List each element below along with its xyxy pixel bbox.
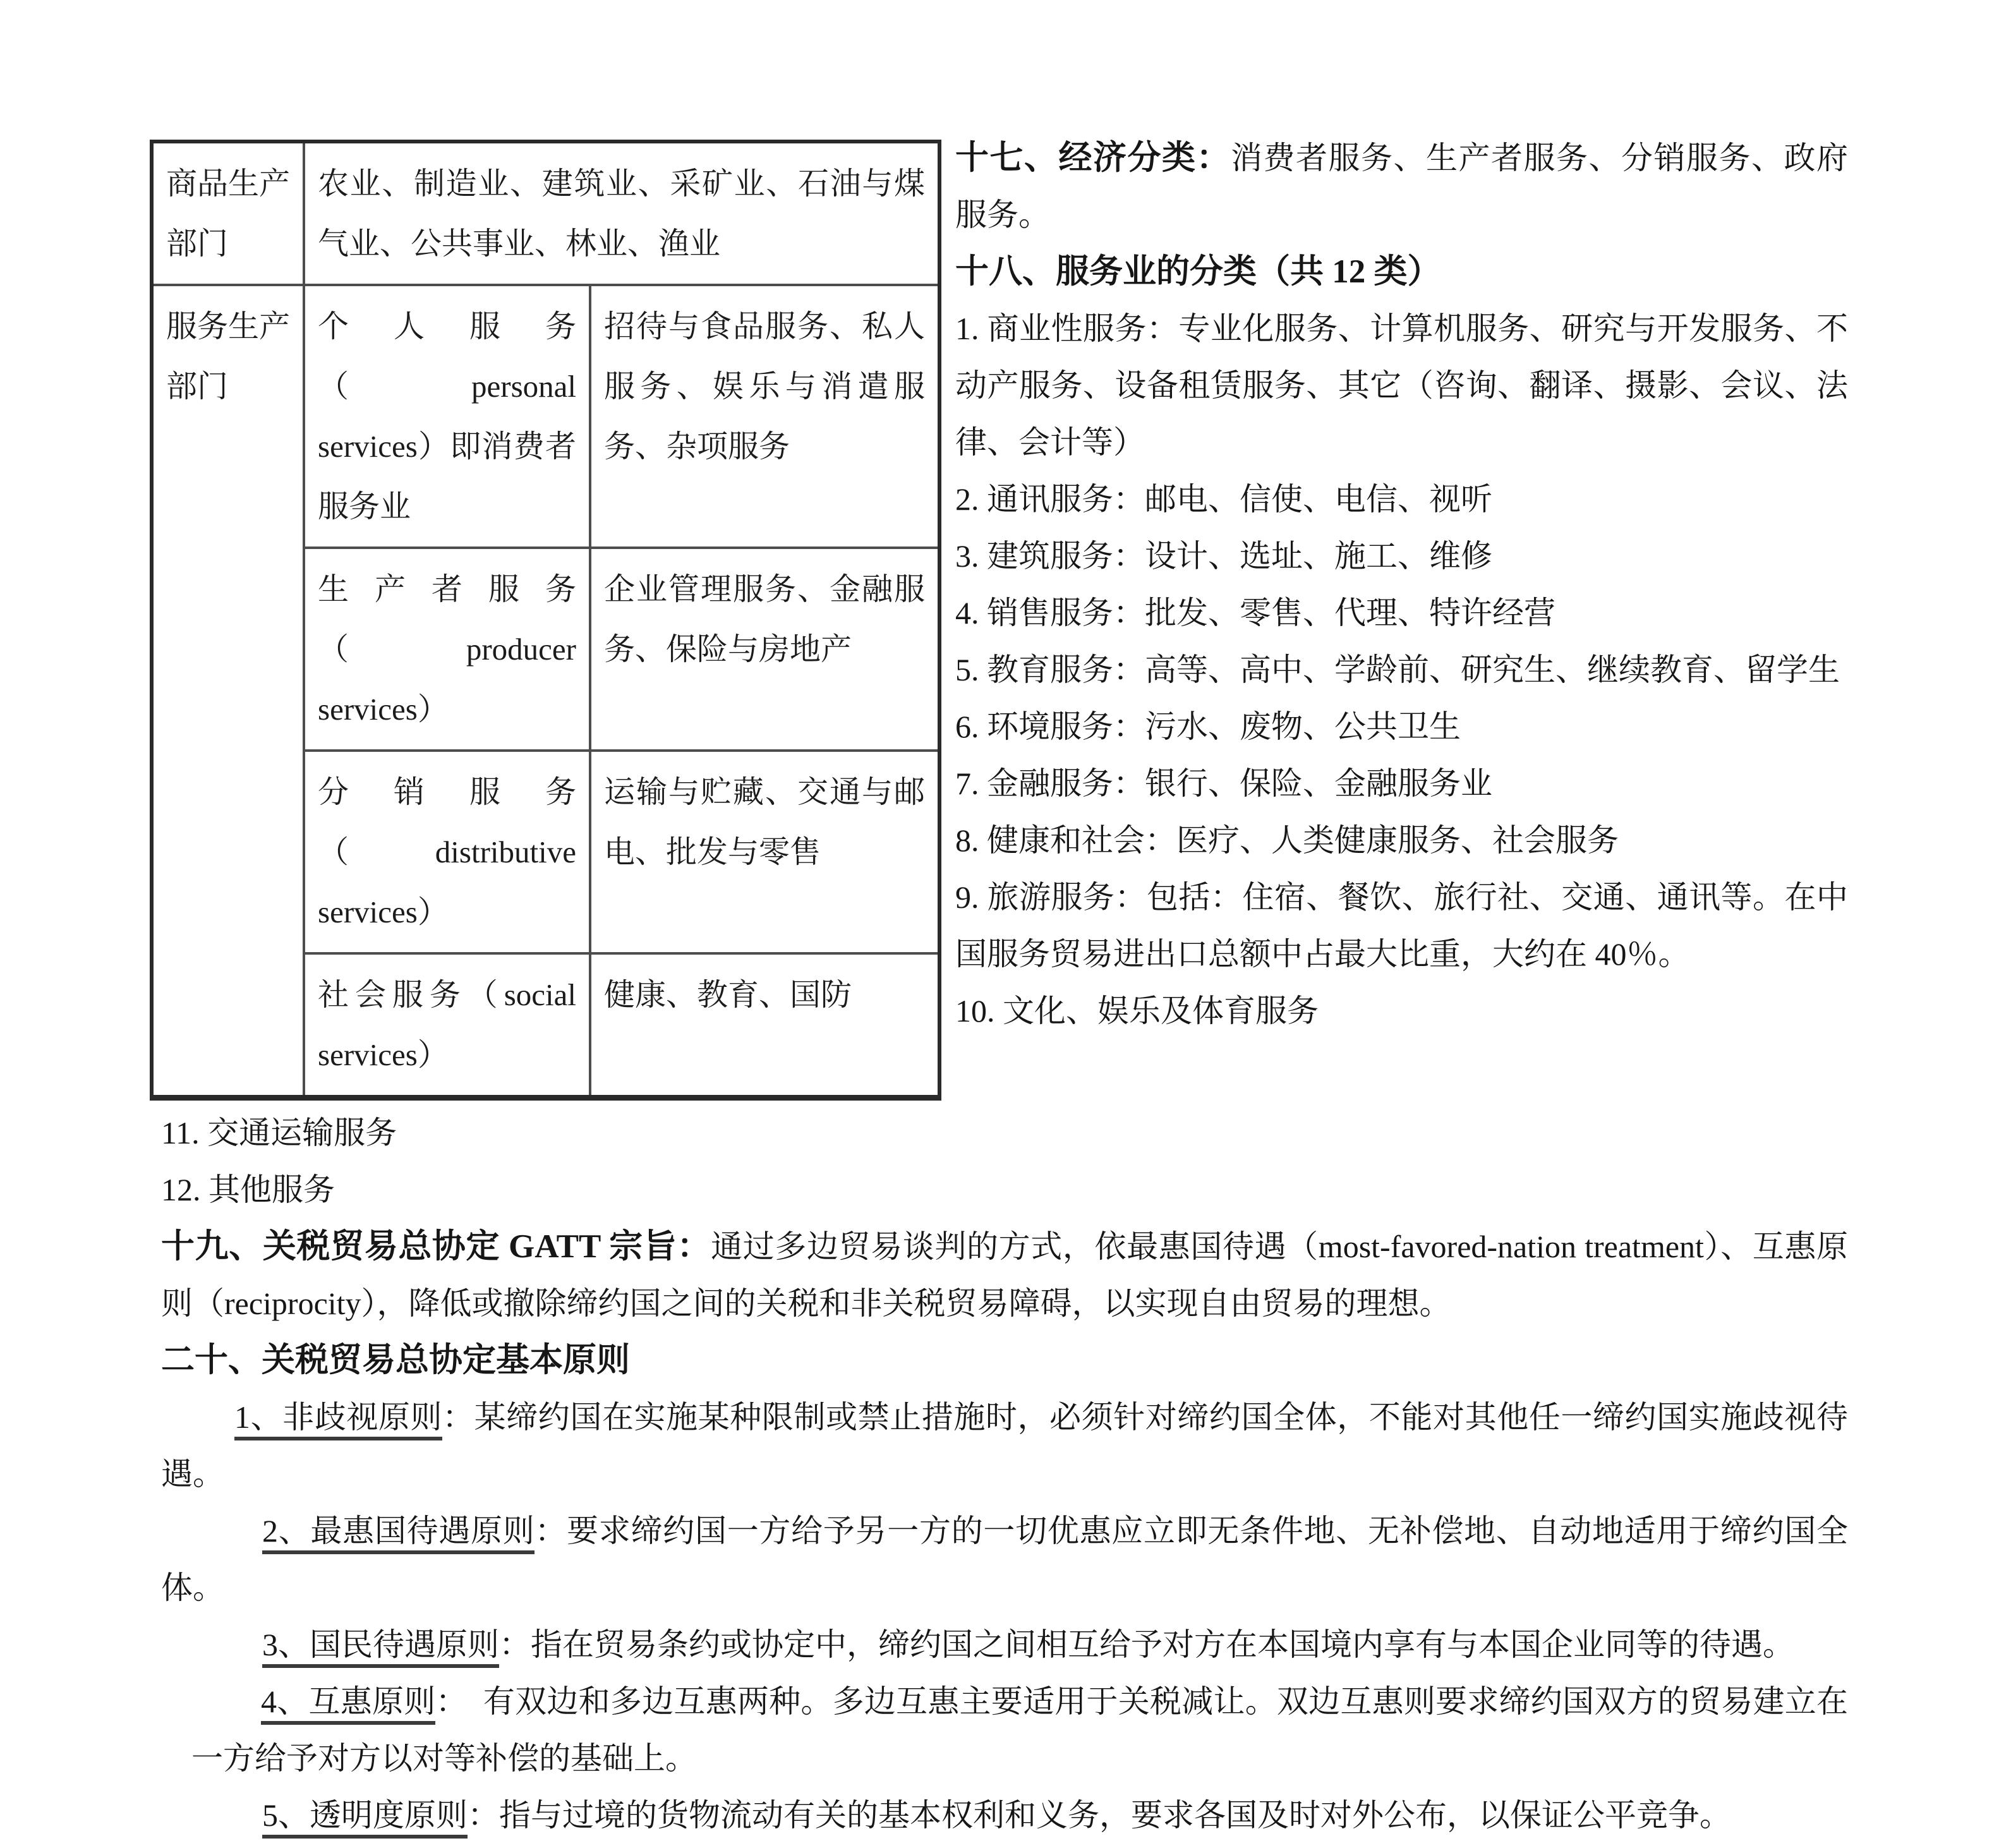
principle-2-text: ：要求缔约国一方给予另一方的一切优惠应立即无条件地、无补偿地、自动地适用于缔约国全体。	[161, 1513, 1849, 1605]
service-item-12: 12. 其他服务	[161, 1172, 335, 1207]
principle-5	[161, 1787, 1848, 1844]
goods-sector-cell: 商品生产部门	[152, 142, 304, 285]
principle-2	[161, 1502, 1848, 1616]
section19-paragraph	[161, 1218, 1848, 1332]
service-item-7: 7. 金融服务：银行、保险、金融服务业	[955, 766, 1492, 801]
section17-paragraph	[955, 130, 1848, 243]
services-sector-cell: 服务生产部门	[152, 285, 304, 1098]
sector-table-wrap	[150, 140, 938, 1101]
section19-text: 通过多边贸易谈判的方式，依最惠国待遇（most-favored-nation treatment）、互惠原则（reciprocity），降低或撤除缔约国之间的关税和非关税贸易障碍，以实现自由贸易的理想。	[161, 1229, 1849, 1321]
sector-classification-table	[150, 140, 941, 1101]
principle-3-text: ：指在贸易条约或协定中，缔约国之间相互给予对方在本国境内享有与本国企业同等的待遇。	[499, 1627, 1794, 1662]
producer-services-cell: 生产者服务（producer services）	[304, 548, 590, 751]
section17-text: 消费者服务、生产者服务、分销服务、政府服务。	[955, 140, 1848, 233]
producer-services-examples-cell: 企业管理服务、金融服务、保险与房地产	[590, 548, 939, 751]
service-item-10: 10. 文化、娱乐及体育服务	[955, 993, 1319, 1029]
service-item-3: 3. 建筑服务：设计、选址、施工、维修	[955, 538, 1492, 574]
service-item-9: 9. 旅游服务：包括：住宿、餐饮、旅行社、交通、通讯等。在中国服务贸易进出口总额中占最大比重，大约在 40％。	[955, 879, 1848, 972]
service-item-1: 1. 商业性服务：专业化服务、计算机服务、研究与开发服务、不动产服务、设备租赁服务、其它（咨询、翻译、摄影、会议、法律、会计等）	[955, 311, 1848, 460]
section18-heading: 十八、服务业的分类（共 12 类）	[955, 253, 1441, 290]
service-item-11: 11. 交通运输服务	[161, 1115, 397, 1150]
principle-2-label: 2、最惠国待遇原则	[262, 1513, 534, 1554]
bottom-region	[161, 1104, 1848, 1844]
principle-4	[161, 1673, 1848, 1787]
table-row	[152, 285, 939, 548]
distributive-services-cell: 分销服务（distributive services）	[304, 751, 590, 953]
service-item-4: 4. 销售服务：批发、零售、代理、特许经营	[955, 595, 1555, 631]
table-row	[152, 142, 939, 285]
principle-3	[161, 1616, 1848, 1673]
service-item-6: 6. 环境服务：污水、废物、公共卫生	[955, 709, 1461, 744]
social-services-examples-cell: 健康、教育、国防	[590, 953, 939, 1098]
goods-industries-cell: 农业、制造业、建筑业、采矿业、石油与煤气业、公共事业、林业、渔业	[304, 142, 939, 285]
service-item-8: 8. 健康和社会：医疗、人类健康服务、社会服务	[955, 823, 1619, 858]
principle-1	[161, 1389, 1848, 1502]
service-item-2: 2. 通讯服务：邮电、信使、电信、视听	[955, 481, 1492, 517]
service-item-5: 5. 教育服务：高等、高中、学龄前、研究生、继续教育、留学生	[955, 652, 1840, 687]
principle-4-label: 4、互惠原则	[261, 1684, 435, 1725]
principle-3-label: 3、国民待遇原则	[262, 1627, 499, 1668]
personal-services-examples-cell: 招待与食品服务、私人服务、娱乐与消遣服务、杂项服务	[590, 285, 939, 548]
principle-5-text: ：指与过境的货物流动有关的基本权利和义务，要求各国及时对外公布，以保证公平竞争。	[468, 1797, 1731, 1833]
social-services-cell: 社会服务（social services）	[304, 953, 590, 1098]
principle-5-label: 5、透明度原则	[262, 1797, 468, 1839]
right-column	[955, 130, 1848, 1039]
section20-heading: 二十、关税贸易总协定基本原则	[161, 1342, 630, 1379]
principle-4-text: ： 有双边和多边互惠两种。多边互惠主要适用于关税减让。双边互惠则要求缔约国双方的贸易建立在一方给予对方以对等补偿的基础上。	[191, 1684, 1849, 1776]
top-region	[150, 130, 1848, 1101]
personal-services-cell: 个人服务（personal services）即消费者服务业	[304, 285, 590, 548]
principle-1-label: 1、非歧视原则	[234, 1399, 442, 1440]
principle-1-text: ：某缔约国在实施某种限制或禁止措施时，必须针对缔约国全体，不能对其他任一缔约国实施歧视待遇。	[161, 1399, 1849, 1492]
section19-heading: 十九、关税贸易总协定 GATT 宗旨：	[161, 1228, 711, 1265]
distributive-services-examples-cell: 运输与贮藏、交通与邮电、批发与零售	[590, 751, 939, 953]
section17-heading: 十七、经济分类：	[955, 140, 1231, 176]
